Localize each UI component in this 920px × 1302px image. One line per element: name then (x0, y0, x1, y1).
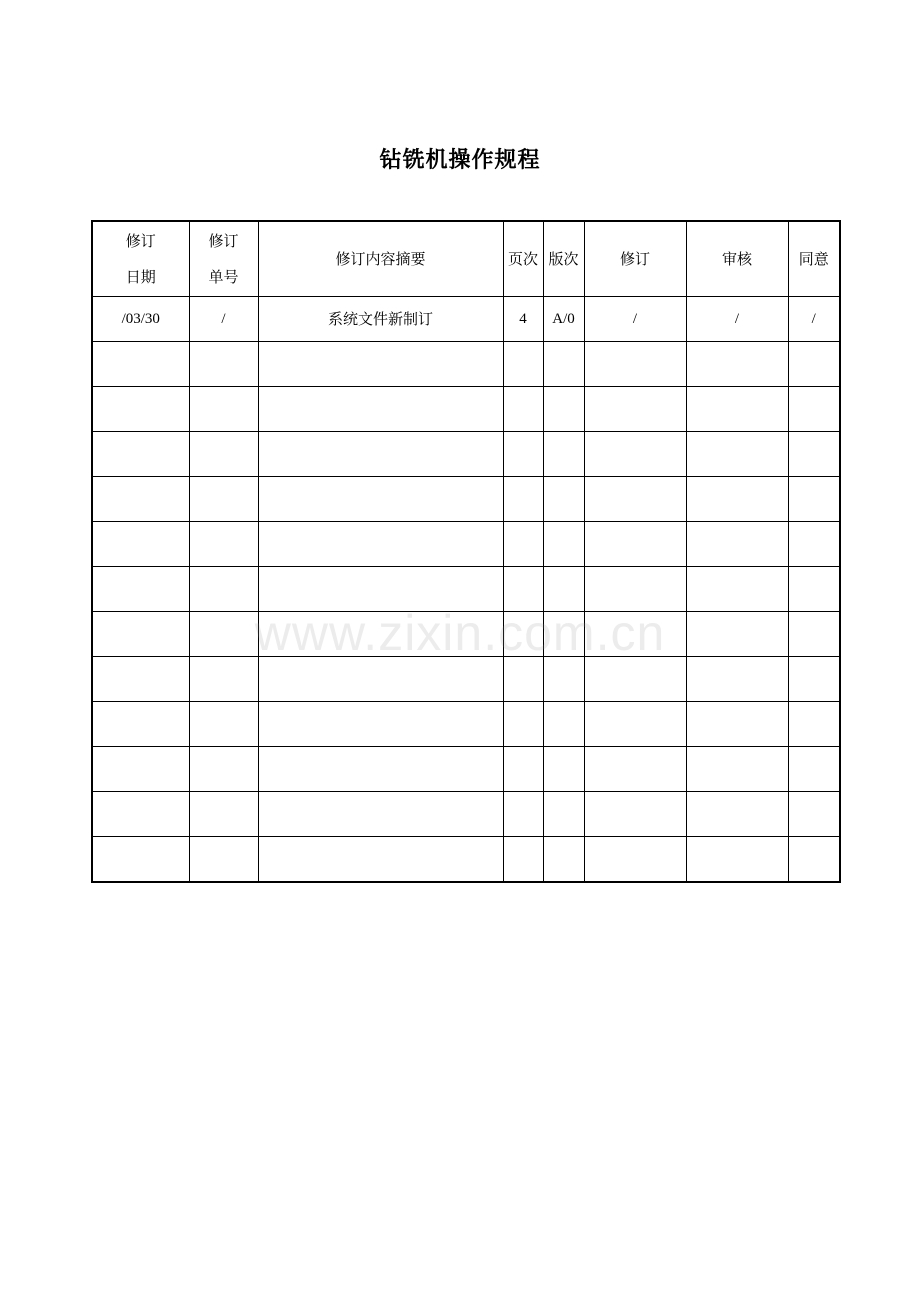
header-date-line2: 日期 (125, 268, 156, 286)
empty-cell (543, 837, 584, 883)
empty-cell (503, 432, 543, 477)
empty-cell (543, 477, 584, 522)
header-approved: 同意 (788, 221, 840, 297)
empty-cell (503, 747, 543, 792)
table-row-empty (92, 342, 840, 387)
empty-cell (584, 612, 686, 657)
header-pages: 页次 (503, 221, 543, 297)
empty-cell (503, 477, 543, 522)
empty-cell (686, 432, 788, 477)
empty-cell (686, 567, 788, 612)
table-row-empty (92, 477, 840, 522)
header-summary: 修订内容摘要 (258, 221, 503, 297)
empty-cell (543, 567, 584, 612)
empty-cell (258, 342, 503, 387)
empty-cell (584, 657, 686, 702)
empty-cell (92, 792, 189, 837)
empty-cell (189, 477, 258, 522)
empty-cell (258, 612, 503, 657)
empty-cell (584, 342, 686, 387)
table-row-empty (92, 747, 840, 792)
empty-cell (788, 747, 840, 792)
empty-cell (92, 657, 189, 702)
empty-cell (543, 702, 584, 747)
empty-cell (788, 342, 840, 387)
empty-cell (788, 837, 840, 883)
empty-cell (503, 837, 543, 883)
empty-cell (788, 432, 840, 477)
empty-cell (543, 612, 584, 657)
empty-cell (788, 567, 840, 612)
table-row-empty (92, 522, 840, 567)
empty-cell (258, 702, 503, 747)
header-version: 版次 (543, 221, 584, 297)
cell-version: A/0 (543, 297, 584, 342)
empty-cell (584, 387, 686, 432)
cell-summary: 系统文件新制订 (258, 297, 503, 342)
empty-cell (543, 657, 584, 702)
watermark-text: www.zixin.com.cn (254, 605, 666, 661)
empty-cell (584, 432, 686, 477)
empty-cell (788, 477, 840, 522)
cell-number: / (189, 297, 258, 342)
header-revision-date (92, 221, 189, 297)
header-revision-number (189, 221, 258, 297)
empty-cell (686, 342, 788, 387)
empty-cell (92, 432, 189, 477)
table-row-empty (92, 387, 840, 432)
empty-cell (686, 792, 788, 837)
empty-cell (584, 702, 686, 747)
empty-cell (788, 387, 840, 432)
empty-cell (92, 387, 189, 432)
empty-cell (258, 522, 503, 567)
empty-cell (92, 612, 189, 657)
header-reviewed: 审核 (686, 221, 788, 297)
table-row-empty (92, 792, 840, 837)
table-row-empty (92, 837, 840, 883)
empty-cell (686, 612, 788, 657)
empty-cell (503, 792, 543, 837)
empty-cell (543, 387, 584, 432)
empty-cell (258, 477, 503, 522)
document-title: 钻铣机操作规程 (379, 148, 541, 173)
empty-cell (189, 747, 258, 792)
empty-cell (258, 432, 503, 477)
empty-cell (258, 837, 503, 883)
empty-cell (686, 837, 788, 883)
header-date-line1: 修订 (125, 232, 156, 250)
empty-cell (584, 477, 686, 522)
empty-cell (788, 657, 840, 702)
empty-cell (584, 792, 686, 837)
empty-cell (503, 657, 543, 702)
empty-cell (788, 522, 840, 567)
empty-cell (686, 477, 788, 522)
empty-cell (543, 432, 584, 477)
empty-cell (189, 432, 258, 477)
empty-cell (189, 702, 258, 747)
table-row-empty (92, 567, 840, 612)
revision-table (91, 220, 841, 883)
empty-cell (258, 387, 503, 432)
empty-cell (584, 837, 686, 883)
empty-cell (189, 387, 258, 432)
empty-cell (543, 792, 584, 837)
empty-cell (92, 522, 189, 567)
empty-cell (686, 747, 788, 792)
empty-cell (92, 567, 189, 612)
empty-cell (258, 567, 503, 612)
table-row-empty (92, 657, 840, 702)
empty-cell (92, 837, 189, 883)
empty-cell (584, 747, 686, 792)
empty-cell (503, 612, 543, 657)
empty-cell (543, 747, 584, 792)
empty-cell (92, 477, 189, 522)
empty-cell (503, 702, 543, 747)
cell-approved: / (788, 297, 840, 342)
empty-cell (258, 747, 503, 792)
empty-cell (92, 747, 189, 792)
empty-cell (258, 792, 503, 837)
empty-cell (543, 342, 584, 387)
empty-cell (189, 612, 258, 657)
empty-cell (189, 342, 258, 387)
empty-cell (503, 522, 543, 567)
empty-cell (686, 522, 788, 567)
empty-cell (189, 792, 258, 837)
empty-cell (543, 522, 584, 567)
empty-cell (189, 522, 258, 567)
table-row (92, 297, 840, 342)
empty-cell (584, 522, 686, 567)
empty-cell (189, 567, 258, 612)
empty-cell (584, 567, 686, 612)
empty-cell (189, 837, 258, 883)
table-row-empty (92, 432, 840, 477)
empty-cell (503, 342, 543, 387)
empty-cell (503, 567, 543, 612)
header-revised: 修订 (584, 221, 686, 297)
empty-cell (686, 702, 788, 747)
empty-cell (686, 657, 788, 702)
empty-cell (92, 342, 189, 387)
empty-cell (788, 792, 840, 837)
cell-date: /03/30 (92, 297, 189, 342)
table-row-empty (92, 702, 840, 747)
empty-cell (189, 657, 258, 702)
header-number-line2: 单号 (208, 268, 239, 286)
empty-cell (788, 612, 840, 657)
empty-cell (92, 702, 189, 747)
cell-revised: / (584, 297, 686, 342)
table-header-row (92, 221, 840, 297)
header-number-line1: 修订 (208, 232, 239, 250)
table-row-empty (92, 612, 840, 657)
empty-cell (788, 702, 840, 747)
empty-cell (686, 387, 788, 432)
cell-reviewed: / (686, 297, 788, 342)
empty-cell (258, 657, 503, 702)
empty-cell (503, 387, 543, 432)
cell-pages: 4 (503, 297, 543, 342)
